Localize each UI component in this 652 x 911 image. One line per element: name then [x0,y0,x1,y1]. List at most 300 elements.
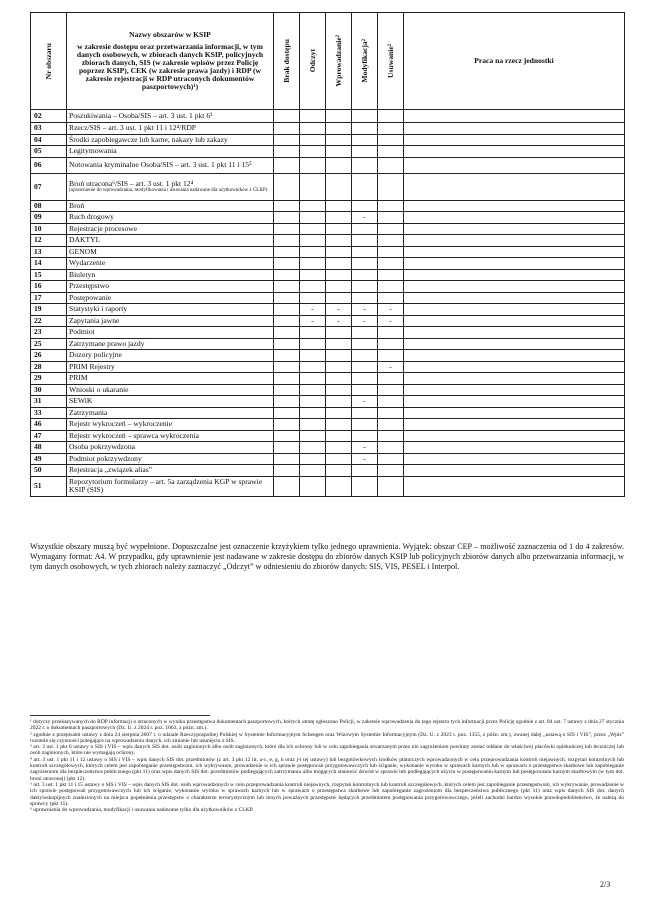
cell-read[interactable] [300,269,326,281]
cell-work-for-unit[interactable] [404,235,625,247]
cell-modify[interactable] [352,373,378,385]
area-number: 22 [31,315,67,327]
area-name-text: Poszukiwania – Osoba/SIS – art. 3 ust. 1 pkt 6³ [69,111,213,120]
cell-no-access[interactable] [274,442,300,454]
cell-read: - [300,304,326,316]
cell-work-for-unit[interactable] [404,292,625,304]
cell-no-access[interactable] [274,173,300,200]
cell-insert[interactable] [326,453,352,465]
area-number: 48 [31,442,67,454]
cell-delete[interactable] [378,200,404,212]
header-area-number: Nr obszaru [31,13,67,110]
table-row [31,200,625,212]
area-number: 50 [31,465,67,477]
cell-no-access[interactable] [274,246,300,258]
cell-modify[interactable] [352,123,378,135]
area-number: 23 [31,327,67,339]
area-name-text: Rejestracje procesowe [69,223,138,233]
table-row [31,173,625,200]
cell-no-access[interactable] [274,123,300,135]
area-name-text: Podmiot pokrzywdzony [69,453,142,463]
area-name-text: Legitymowania [69,146,117,156]
area-number: 29 [31,373,67,385]
area-name-text: Wydarzenie [69,258,106,268]
cell-modify[interactable] [352,350,378,362]
cell-insert[interactable] [326,442,352,454]
cell-delete[interactable] [378,157,404,173]
cell-delete[interactable] [378,327,404,339]
area-name [67,419,274,431]
table-row [31,292,625,304]
header-names-title: Nazwy obszarów w KSIP [129,30,211,39]
cell-delete[interactable] [378,476,404,496]
table-row [31,157,625,173]
area-name [67,246,274,258]
cell-work-for-unit[interactable] [404,258,625,270]
cell-work-for-unit[interactable] [404,123,625,135]
area-name [67,315,274,327]
cell-read[interactable] [300,212,326,224]
cell-insert[interactable] [326,350,352,362]
cell-delete[interactable] [378,212,404,224]
cell-no-access[interactable] [274,315,300,327]
cell-delete[interactable] [378,173,404,200]
cell-work-for-unit[interactable] [404,200,625,212]
cell-read[interactable] [300,134,326,146]
area-name-text: Rejestracja „związek alias” [69,465,153,475]
cell-delete[interactable] [378,146,404,158]
cell-no-access[interactable] [274,384,300,396]
cell-modify[interactable] [352,384,378,396]
page-number: 2/3 [600,880,611,889]
cell-delete[interactable] [378,465,404,477]
cell-modify[interactable] [352,200,378,212]
cell-read[interactable] [300,200,326,212]
area-name [67,173,274,200]
table-row [31,146,625,158]
area-name-text: Biuletyn [69,269,96,279]
cell-no-access[interactable] [274,304,300,316]
cell-modify[interactable] [352,327,378,339]
cell-delete[interactable] [378,258,404,270]
table-row [31,327,625,339]
area-name-text: Notowania kryminalne Osoba/SIS – art. 3 ust. 1 pkt 11 i 15⁵ [69,160,252,169]
cell-modify[interactable] [352,430,378,442]
cell-work-for-unit[interactable] [404,246,625,258]
cell-insert[interactable] [326,123,352,135]
cell-delete[interactable] [378,453,404,465]
area-name-subnote: (uprawnienie do wprowadzania, modyfikowania i usuwania nadawane dla użytkowników z CLKP) [69,187,268,193]
cell-work-for-unit[interactable] [404,419,625,431]
table-row [31,223,625,235]
cell-insert[interactable] [326,157,352,173]
cell-work-for-unit[interactable] [404,110,625,123]
cell-modify[interactable] [352,476,378,496]
cell-read[interactable] [300,338,326,350]
table-row [31,373,625,385]
cell-read[interactable] [300,235,326,247]
header-insert: Wprowadzanie² [326,13,352,110]
cell-no-access[interactable] [274,157,300,173]
area-name-text: Zapytania jawne [69,315,120,325]
cell-modify[interactable] [352,258,378,270]
area-name [67,235,274,247]
cell-work-for-unit[interactable] [404,281,625,293]
cell-insert[interactable] [326,281,352,293]
cell-work-for-unit[interactable] [404,327,625,339]
area-name-text: Środki zapobiegawcze lub karne, nakazy lub zakazy [69,134,228,144]
cell-work-for-unit[interactable] [404,223,625,235]
table-row [31,361,625,373]
cell-read[interactable] [300,384,326,396]
cell-modify[interactable] [352,361,378,373]
cell-no-access[interactable] [274,476,300,496]
cell-read[interactable] [300,146,326,158]
cell-delete[interactable] [378,134,404,146]
area-number: 26 [31,350,67,362]
area-name-text: DAKTYL [69,235,101,245]
area-number: 03 [31,123,67,135]
cell-no-access[interactable] [274,338,300,350]
cell-modify[interactable] [352,134,378,146]
cell-no-access[interactable] [274,212,300,224]
cell-delete[interactable] [378,430,404,442]
area-name-text: SEWiK [69,396,93,406]
cell-read[interactable] [300,223,326,235]
cell-delete[interactable] [378,235,404,247]
cell-no-access[interactable] [274,200,300,212]
cell-read[interactable] [300,292,326,304]
cell-read[interactable] [300,442,326,454]
cell-delete[interactable] [378,407,404,419]
cell-no-access[interactable] [274,407,300,419]
cell-work-for-unit[interactable] [404,430,625,442]
cell-no-access[interactable] [274,110,300,123]
area-number: 02 [31,110,67,123]
area-name [67,146,274,158]
cell-insert[interactable] [326,407,352,419]
cell-modify: - [352,212,378,224]
footnote: ² zgodnie z przepisami ustawy z dnia 24 sierpnia 2007 r. o udziale Rzeczypospolitej Polskiej w Systemie Informacyjnym Schengen oraz Wizowym Systemie Informacyjnym (Dz. U. z 2023 r. poz. 1355, z późn. zm.), zwanej dalej „ustawą o SIS i VIS”, przez „Wpis” rozumie się czynności polegające na wprowadzeniu danych, ich zmianie lub usunięciu z SIS. [30,731,624,744]
table-row [31,212,625,224]
area-number: 30 [31,384,67,396]
cell-modify[interactable] [352,235,378,247]
area-name [67,123,274,135]
area-name-text: Ruch drogowy [69,212,114,222]
cell-work-for-unit[interactable] [404,396,625,408]
cell-read[interactable] [300,258,326,270]
cell-insert[interactable] [326,173,352,200]
table-row [31,123,625,135]
area-name-text: Wnioski o ukaranie [69,384,129,394]
area-name-text: Zatrzymane prawo jazdy [69,338,145,348]
cell-work-for-unit[interactable] [404,338,625,350]
area-name-text: Zatrzymania [69,407,108,417]
area-number: 31 [31,396,67,408]
table-row [31,465,625,477]
area-number: 15 [31,269,67,281]
table-row [31,350,625,362]
cell-no-access[interactable] [274,430,300,442]
area-name [67,338,274,350]
cell-read[interactable] [300,407,326,419]
cell-work-for-unit[interactable] [404,453,625,465]
cell-insert[interactable] [326,338,352,350]
footnotes [30,719,624,813]
area-name [67,304,274,316]
area-name-text: Broń utracona⁶/SIS – art. 3 ust. 1 pkt 12⁴ [69,178,194,188]
area-name-text: Rzecz/SIS – art. 3 ust. 1 pkt 11 i 12⁴/RDP [69,123,197,133]
cell-delete[interactable] [378,373,404,385]
cell-work-for-unit[interactable] [404,173,625,200]
cell-delete[interactable] [378,442,404,454]
cell-work-for-unit[interactable] [404,157,625,173]
area-name-text: Postępowanie [69,292,112,302]
cell-modify[interactable] [352,338,378,350]
cell-delete[interactable] [378,246,404,258]
area-name-text: Rejestr wykroczeń – sprawca wykroczenia [69,430,199,440]
area-number: 17 [31,292,67,304]
footnote: ⁴ art. 3 ust. 1 pkt 11 i 12 ustawy o SIS i VIS – wpis danych SIS dot. przedmiotów (z art. 3 pkt 12 lit. a-c, e, g, h oraz j-l tej ustawy) lub bezgotówkowych środków płatniczych wprowadzonych w celu przeprowadzania kontroli niejawnych, rozpytań kontrolnych lub kontroli szczegółowych, których celem jest zapobieganie przestępstwom, ich wykrywanie, prowadzenie w ich sprawie postępowań przygotowawczych lub ściganie, wykonanie wyroku w sprawach karnych lub w sprawach o przestępstwa skarbowe lub zapobieganie zagrożeniom dla bezpieczeństwa publicznego (pkt 11) oraz wpis danych SIS dot. przedmiotów podlegających zatrzymaniu albo mogących stanowić dowód w sprawie lub podlegających użyciu w postępowaniu karnym lub postępowaniu karnym skarbowym (w tym dot. broni utraconej) (pkt 12). [30,756,624,782]
cell-no-access[interactable] [274,258,300,270]
area-number: 33 [31,407,67,419]
table-row [31,269,625,281]
cell-work-for-unit[interactable] [404,476,625,496]
area-name-text: Broń [69,200,85,210]
table-row [31,110,625,123]
area-number: 25 [31,338,67,350]
cell-read[interactable] [300,373,326,385]
cell-no-access[interactable] [274,223,300,235]
cell-work-for-unit[interactable] [404,304,625,316]
cell-no-access[interactable] [274,350,300,362]
cell-work-for-unit[interactable] [404,212,625,224]
cell-modify[interactable] [352,292,378,304]
cell-modify[interactable] [352,173,378,200]
cell-modify[interactable] [352,157,378,173]
table-row [31,476,625,496]
cell-work-for-unit[interactable] [404,350,625,362]
area-number: 06 [31,157,67,173]
cell-insert[interactable] [326,419,352,431]
area-name-text: Podmiot [69,327,95,337]
cell-delete[interactable] [378,123,404,135]
cell-modify: - [352,315,378,327]
cell-insert[interactable] [326,476,352,496]
table-row [31,384,625,396]
area-name-text: Osoba pokrzywdzona [69,442,136,452]
cell-delete[interactable] [378,384,404,396]
cell-delete[interactable] [378,281,404,293]
cell-modify[interactable] [352,407,378,419]
table-row [31,453,625,465]
cell-read[interactable] [300,361,326,373]
cell-no-access[interactable] [274,146,300,158]
area-name [67,212,274,224]
cell-no-access[interactable] [274,134,300,146]
instructions-note: Wszystkie obszary muszą być wypełnione. Dopuszczalne jest oznaczenie krzyżykiem tylko jednego uprawnienia. Wyjątek: obszar CEP – możliwość zaznaczenia od 1 do 4 zakresów. Wymagany format: A4. W przypadku, gdy uprawnienie jest nadawane w zakresie dostępu do zbiorów danych KSIP lub policyjnych zbiorów danych albo przetwarzania informacji, w tym danych osobowych, w tych zbiorach należy zaznaczyć „Odczyt” w odniesieniu do zbiorów danych: SIS, VIS, PESEL i Interpol. [30,542,624,571]
cell-insert[interactable] [326,246,352,258]
area-name [67,442,274,454]
area-name [67,200,274,212]
area-name-text: Statystyki i raporty [69,304,128,314]
cell-work-for-unit[interactable] [404,373,625,385]
cell-delete[interactable] [378,223,404,235]
cell-work-for-unit[interactable] [404,361,625,373]
area-number: 09 [31,212,67,224]
area-number: 51 [31,476,67,496]
cell-modify[interactable] [352,419,378,431]
cell-modify: - [352,396,378,408]
cell-insert[interactable] [326,200,352,212]
cell-no-access[interactable] [274,235,300,247]
cell-work-for-unit[interactable] [404,384,625,396]
cell-work-for-unit[interactable] [404,465,625,477]
cell-insert[interactable] [326,327,352,339]
cell-delete[interactable] [378,350,404,362]
area-name [67,134,274,146]
cell-modify[interactable] [352,110,378,123]
cell-read[interactable] [300,419,326,431]
cell-read[interactable] [300,396,326,408]
table-row [31,442,625,454]
permissions-table [30,12,625,497]
area-number: 13 [31,246,67,258]
cell-insert[interactable] [326,384,352,396]
cell-delete[interactable] [378,419,404,431]
area-name [67,361,274,373]
cell-work-for-unit[interactable] [404,442,625,454]
area-name [67,476,274,496]
table-row [31,134,625,146]
area-number: 46 [31,419,67,431]
cell-insert[interactable] [326,292,352,304]
cell-read[interactable] [300,476,326,496]
cell-delete: - [378,315,404,327]
area-name-text: Dozory policyjne [69,350,122,360]
cell-no-access[interactable] [274,292,300,304]
cell-work-for-unit[interactable] [404,134,625,146]
table-row [31,419,625,431]
cell-delete[interactable] [378,338,404,350]
cell-insert[interactable] [326,134,352,146]
cell-read[interactable] [300,453,326,465]
cell-insert[interactable] [326,361,352,373]
area-name-text: Repozytorium formularzy – art. 5a zarządzenia KGP w sprawie KSIP (SIS) [69,477,263,494]
cell-modify: - [352,304,378,316]
cell-insert[interactable] [326,235,352,247]
cell-read[interactable] [300,350,326,362]
footnote-divider [30,715,210,716]
cell-insert[interactable] [326,258,352,270]
cell-insert[interactable] [326,430,352,442]
cell-no-access[interactable] [274,373,300,385]
area-number: 08 [31,200,67,212]
area-number: 16 [31,281,67,293]
cell-no-access[interactable] [274,419,300,431]
area-name [67,292,274,304]
cell-no-access[interactable] [274,327,300,339]
area-name [67,281,274,293]
area-name-text: PRIM Rejestry [69,361,115,371]
cell-modify: - [352,453,378,465]
cell-delete: - [378,361,404,373]
cell-insert[interactable] [326,396,352,408]
cell-read: - [300,315,326,327]
table-row [31,258,625,270]
cell-insert[interactable] [326,223,352,235]
cell-modify[interactable] [352,223,378,235]
cell-delete[interactable] [378,396,404,408]
cell-modify[interactable] [352,281,378,293]
cell-no-access[interactable] [274,396,300,408]
area-name [67,110,274,123]
cell-read[interactable] [300,123,326,135]
cell-insert[interactable] [326,110,352,123]
cell-modify[interactable] [352,246,378,258]
cell-read[interactable] [300,110,326,123]
cell-modify[interactable] [352,269,378,281]
area-name-text: Przestępstwo [69,281,110,291]
cell-no-access[interactable] [274,269,300,281]
cell-read[interactable] [300,465,326,477]
cell-work-for-unit[interactable] [404,315,625,327]
table-row [31,246,625,258]
cell-read[interactable] [300,327,326,339]
cell-insert[interactable] [326,465,352,477]
area-name [67,384,274,396]
area-number: 49 [31,453,67,465]
area-number: 47 [31,430,67,442]
cell-modify[interactable] [352,146,378,158]
cell-insert[interactable] [326,373,352,385]
footnote: ¹ dotyczy przekazywanych do RDP informacji o utraconych w wyniku przestępstwa dokumentach paszportowych, których utratę zgłoszono Policji, w zakresie wprowadzenia do tego rejestru tych informacji przez Policję zgodnie z art. 84 ust. 7 ustawy z dnia 27 stycznia 2022 r. o dokumentach paszportowych (Dz. U. z 2024 r. poz. 1063, z późn. zm.). [30,719,624,732]
cell-insert[interactable] [326,269,352,281]
cell-no-access[interactable] [274,453,300,465]
cell-read[interactable] [300,173,326,200]
cell-insert[interactable] [326,146,352,158]
cell-no-access[interactable] [274,281,300,293]
header-no-access: Brak dostępu [274,13,300,110]
cell-work-for-unit[interactable] [404,146,625,158]
table-row [31,407,625,419]
area-name [67,453,274,465]
area-number: 10 [31,223,67,235]
cell-modify[interactable] [352,465,378,477]
cell-delete[interactable] [378,110,404,123]
cell-read[interactable] [300,281,326,293]
area-name [67,258,274,270]
cell-read[interactable] [300,430,326,442]
cell-insert[interactable] [326,212,352,224]
cell-delete[interactable] [378,269,404,281]
cell-read[interactable] [300,157,326,173]
cell-read[interactable] [300,246,326,258]
header-read: Odczyt [300,13,326,110]
cell-no-access[interactable] [274,465,300,477]
cell-delete[interactable] [378,292,404,304]
cell-work-for-unit[interactable] [404,407,625,419]
area-name-text: GENOM [69,246,97,256]
cell-work-for-unit[interactable] [404,269,625,281]
footnote: ³ art. 3 ust. 1 pkt 6 ustawy o SIS i VIS – wpis danych SIS dot. osób zaginionych albo osób zaginionych, które dla ich ochrony lub w celu zapobiegania stwarzanym przez nie zagrożeniom powinny zostać oddane do właściwej placówki opiekuńczej lub leczniczej lub osób zaginionych, które nie wymagają ochrony. [30,744,624,757]
header-delete: Usuwanie² [378,13,404,110]
cell-no-access[interactable] [274,361,300,373]
table-row [31,281,625,293]
area-number: 05 [31,146,67,158]
table-row [31,304,625,316]
area-name [67,373,274,385]
